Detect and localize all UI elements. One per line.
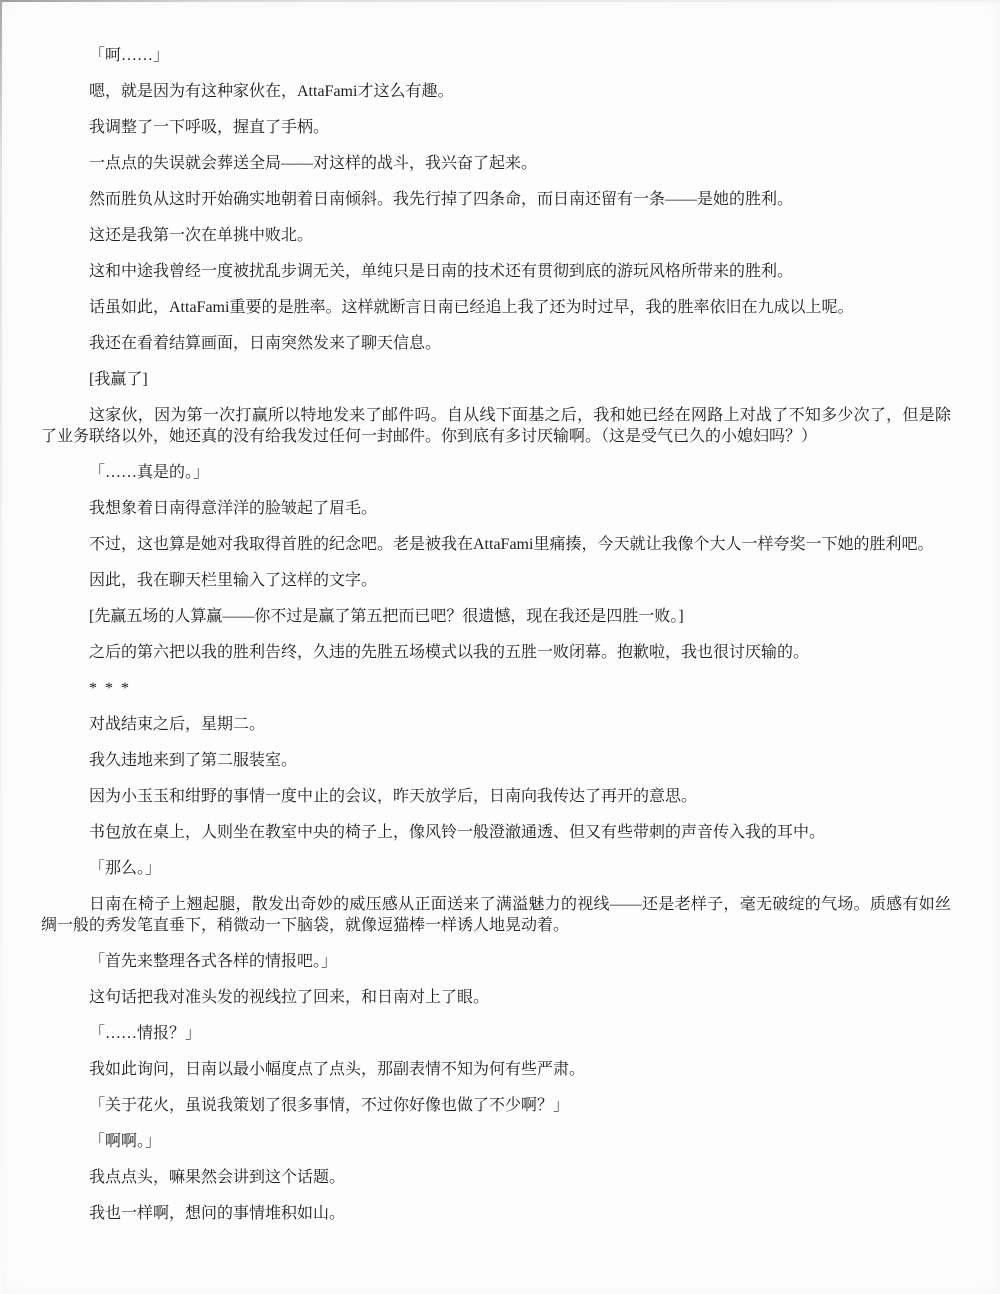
paragraph: 这和中途我曾经一度被扰乱步调无关，单纯只是日南的技术还有贯彻到底的游玩风格所带来的胜利。	[89, 263, 794, 280]
paragraph: 我点点头，嘛果然会讲到这个话题。	[89, 1169, 346, 1186]
paragraph: 不过，这也算是她对我取得首胜的纪念吧。老是被我在AttaFami里痛揍，今天就让我像个大人一样夸奖一下她的胜利吧。	[89, 536, 934, 553]
paragraph: 「……真是的。」	[89, 464, 210, 481]
paragraph: 「首先来整理各式各样的情报吧。」	[89, 953, 338, 970]
paragraph: 我调整了一下呼吸，握直了手柄。	[89, 119, 330, 136]
paragraph: 「关于花火，虽说我策划了很多事情，不过你好像也做了不少啊？」	[89, 1097, 570, 1114]
paragraph: 「那么。」	[89, 860, 162, 877]
paragraph: 「呵……」	[89, 47, 170, 64]
paragraph: 嗯，就是因为有这种家伙在，AttaFami才这么有趣。	[89, 83, 454, 100]
paragraph: 这家伙，因为第一次打赢所以特地发来了邮件吗。自从线下面基之后，我和她已经在网路上对战了不知多少次了，但是除了业务联络以外，她还真的没有给我发过任何一封邮件。你到底有多讨厌输啊。（这是受气已久的小媳妇吗？）	[41, 407, 951, 445]
paragraph: 「啊啊。」	[89, 1133, 162, 1150]
paragraph: 这还是我第一次在单挑中败北。	[89, 227, 314, 244]
page-left-edge-shadow	[0, 0, 2, 1294]
paragraph: 我还在看着结算画面，日南突然发来了聊天信息。	[89, 335, 442, 352]
paragraph: 书包放在桌上，人则坐在教室中央的椅子上，像风铃一般澄澈通透、但又有些带刺的声音传入我的耳中。	[89, 824, 826, 841]
paragraph: 我想象着日南得意洋洋的脸皱起了眉毛。	[89, 500, 378, 517]
section-separator: * * *	[89, 680, 131, 697]
chat-message-paragraph: [先赢五场的人算赢——你不过是赢了第五把而已吧？很遗憾，现在我还是四胜一败。]	[89, 608, 684, 625]
paragraph: 我也一样啊，想问的事情堆积如山。	[89, 1205, 346, 1222]
paragraph: 因此，我在聊天栏里输入了这样的文字。	[89, 572, 378, 589]
paragraph: 然而胜负从这时开始确实地朝着日南倾斜。我先行掉了四条命，而日南还留有一条——是她的胜利。	[89, 191, 794, 208]
paragraph: 话虽如此，AttaFami重要的是胜率。这样就断言日南已经追上我了还为时过早，我的胜率依旧在九成以上呢。	[89, 299, 854, 316]
page-top-edge-shadow	[0, 0, 1000, 2]
paragraph: 对战结束之后，星期二。	[89, 716, 266, 733]
chat-message-paragraph: [我赢了]	[89, 371, 148, 388]
paragraph: 日南在椅子上翘起腿，散发出奇妙的威压感从正面送来了满溢魅力的视线——还是老样子，毫无破绽的气场。质感有如丝绸一般的秀发笔直垂下，稍微动一下脑袋，就像逗猫棒一样诱人地晃动着。	[41, 896, 951, 934]
paragraph: 我如此询问，日南以最小幅度点了点头，那副表情不知为何有些严肃。	[89, 1061, 586, 1078]
paragraph: 之后的第六把以我的胜利告终，久违的先胜五场模式以我的五胜一败闭幕。抱歉啦，我也很讨厌输的。	[89, 644, 810, 661]
paragraph: 「……情报？」	[89, 1025, 202, 1042]
paragraph: 因为小玉玉和绀野的事情一度中止的会议，昨天放学后，日南向我传达了再开的意思。	[89, 788, 698, 805]
paragraph: 我久违地来到了第二服装室。	[89, 752, 298, 769]
paragraph: 一点点的失误就会葬送全局——对这样的战斗，我兴奋了起来。	[89, 155, 538, 172]
paragraph: 这句话把我对准头发的视线拉了回来，和日南对上了眼。	[89, 989, 490, 1006]
novel-text-column	[41, 45, 951, 1239]
